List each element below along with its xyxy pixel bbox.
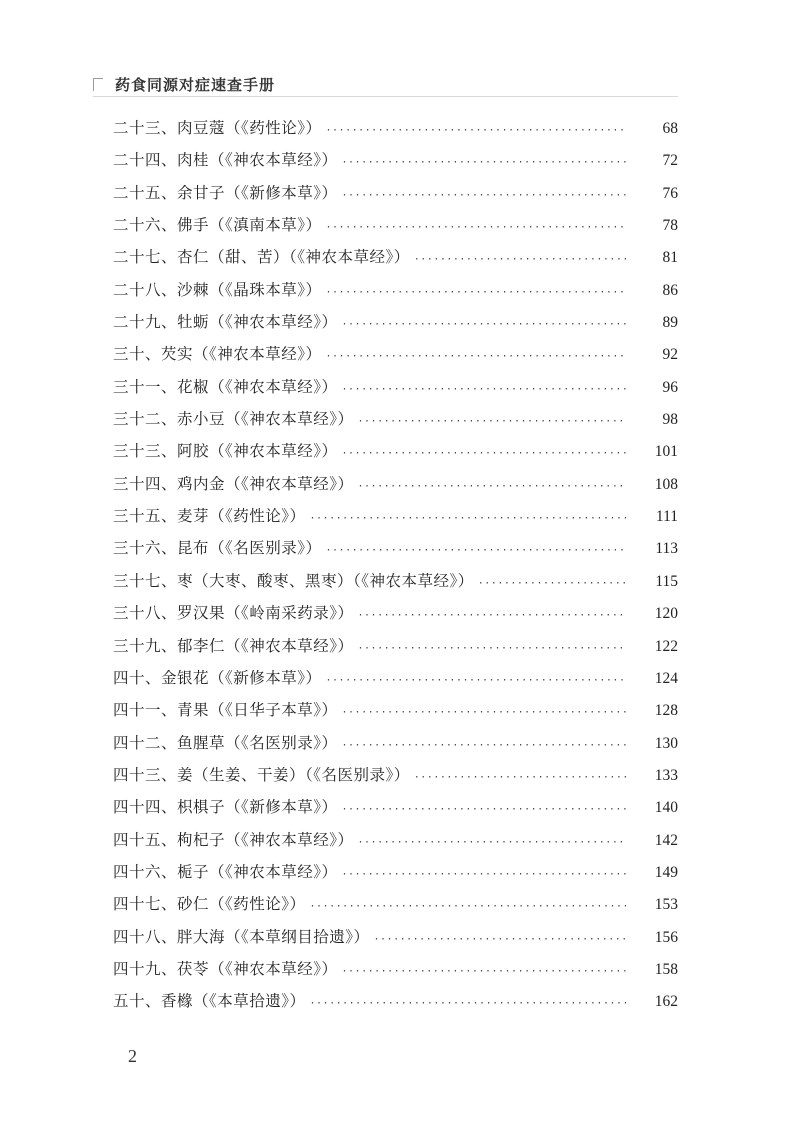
toc-entry-title: 三十一、花椒（《神农本草经》）	[113, 377, 338, 396]
toc-entry-title: 二十三、肉豆蔻（《药性论》）	[113, 119, 322, 137]
dot-leader	[342, 707, 626, 718]
toc-entry[interactable]	[113, 439, 678, 471]
dot-leader	[342, 740, 626, 751]
toc-entry[interactable]	[113, 569, 678, 601]
toc-entry[interactable]	[113, 634, 678, 666]
toc-entry-title: 三十八、罗汉果（《岭南采药录》）	[113, 604, 354, 623]
toc-entry-title: 四十、金银花（《新修本草》）	[113, 668, 322, 687]
toc-entry-page: 140	[654, 799, 678, 817]
toc-entry[interactable]	[113, 601, 678, 633]
toc-entry-title: 四十九、茯苓（《神农本草经》）	[113, 959, 338, 978]
toc-entry-title: 四十七、砂仁（《药性论》）	[113, 895, 306, 914]
dot-leader	[358, 610, 626, 621]
toc-entry-page: 78	[662, 217, 678, 235]
toc-entry-page: 101	[654, 443, 678, 461]
toc-entry-page: 142	[654, 831, 678, 849]
toc-entry-title: 四十二、鱼腥草（《名医别录》）	[113, 733, 338, 752]
toc-entry-page: 81	[662, 249, 678, 267]
dot-leader	[326, 287, 626, 298]
dot-leader	[310, 998, 626, 1009]
toc-entry-page: 111	[655, 508, 678, 526]
toc-entry-title: 三十五、麦芽（《药性论》）	[113, 507, 306, 526]
corner-mark-icon	[93, 78, 103, 91]
toc-entry-page: 89	[662, 314, 678, 332]
toc-entry-title: 二十五、余甘子（《新修本草》）	[113, 183, 338, 202]
dot-leader	[326, 222, 626, 233]
dot-leader	[358, 416, 626, 427]
toc-entry[interactable]	[113, 795, 678, 827]
toc-entry[interactable]	[113, 116, 678, 148]
dot-leader	[310, 901, 626, 912]
toc-entry-title: 三十九、郁李仁（《神农本草经》）	[113, 636, 354, 655]
toc-entry-title: 四十六、栀子（《神农本草经》）	[113, 862, 338, 881]
toc-entry[interactable]	[113, 245, 678, 277]
dot-leader	[342, 190, 626, 201]
dot-leader	[414, 772, 626, 783]
toc-entry-page: 108	[654, 475, 678, 493]
dot-leader	[326, 545, 626, 556]
toc-entry[interactable]	[113, 925, 678, 957]
toc-entry[interactable]	[113, 989, 678, 1021]
page-number: 2	[128, 1046, 137, 1066]
toc-entry-title: 二十七、杏仁（甜、苦）（《神农本草经》）	[113, 248, 410, 267]
dot-leader	[342, 448, 626, 459]
toc-entry[interactable]	[113, 763, 678, 795]
toc-entry-title: 四十三、姜（生姜、干姜）（《名医别录》）	[113, 765, 410, 784]
table-of-contents	[113, 116, 678, 1022]
dot-leader	[358, 837, 626, 848]
toc-entry-page: 124	[654, 669, 678, 687]
toc-entry[interactable]	[113, 666, 678, 698]
toc-entry-page: 98	[662, 411, 678, 429]
toc-entry-page: 68	[662, 120, 678, 137]
toc-entry-title: 五十、香橼（《本草拾遗》）	[113, 992, 306, 1011]
toc-entry-title: 三十二、赤小豆（《神农本草经》）	[113, 410, 354, 429]
toc-entry[interactable]	[113, 472, 678, 504]
toc-entry-title: 四十八、胖大海（《本草纲目拾遗》）	[113, 927, 370, 946]
toc-entry-page: 96	[662, 378, 678, 396]
dot-leader	[342, 319, 626, 330]
toc-entry-page: 130	[654, 734, 678, 752]
toc-entry-title: 三十六、昆布（《名医别录》）	[113, 539, 322, 558]
dot-leader	[342, 384, 626, 395]
toc-entry-title: 二十八、沙棘（《晶珠本草》）	[113, 280, 322, 299]
toc-entry[interactable]	[113, 278, 678, 310]
toc-entry[interactable]	[113, 213, 678, 245]
dot-leader	[342, 157, 626, 168]
toc-entry-page: 128	[654, 702, 678, 720]
toc-entry-page: 120	[654, 605, 678, 623]
dot-leader	[358, 643, 626, 654]
toc-entry-title: 四十一、青果（《日华子本草》）	[113, 701, 338, 720]
toc-entry-title: 三十七、枣（大枣、酸枣、黑枣）（《神农本草经》）	[113, 571, 474, 590]
toc-entry[interactable]	[113, 536, 678, 568]
dot-leader	[342, 966, 626, 977]
toc-entry-title: 二十四、肉桂（《神农本草经》）	[113, 151, 338, 170]
toc-entry-title: 三十四、鸡内金（《神农本草经》）	[113, 474, 354, 493]
dot-leader	[358, 481, 626, 492]
toc-entry[interactable]	[113, 828, 678, 860]
toc-entry-page: 133	[654, 766, 678, 784]
toc-entry[interactable]	[113, 375, 678, 407]
running-header	[93, 72, 678, 97]
toc-entry-title: 三十、芡实（《神农本草经》）	[113, 345, 322, 364]
toc-entry-page: 122	[654, 637, 678, 655]
toc-entry-page: 113	[655, 540, 678, 558]
toc-entry-page: 162	[654, 993, 678, 1011]
toc-entry[interactable]	[113, 407, 678, 439]
dot-leader	[326, 351, 626, 362]
dot-leader	[310, 513, 626, 524]
toc-entry-title: 三十三、阿胶（《神农本草经》）	[113, 442, 338, 461]
toc-entry-title: 四十四、枳椇子（《新修本草》）	[113, 798, 338, 817]
toc-entry-title: 二十六、佛手（《滇南本草》）	[113, 216, 322, 235]
toc-entry[interactable]	[113, 148, 678, 180]
dot-leader	[342, 804, 626, 815]
toc-entry[interactable]	[113, 860, 678, 892]
dot-leader	[414, 254, 626, 265]
toc-entry-page: 92	[662, 346, 678, 364]
dot-leader	[326, 675, 626, 686]
toc-entry-title: 四十五、枸杞子（《神农本草经》）	[113, 830, 354, 849]
book-title: 药食同源对症速查手册	[115, 76, 276, 94]
toc-entry[interactable]	[113, 892, 678, 924]
toc-entry[interactable]	[113, 731, 678, 763]
toc-entry-page: 149	[654, 863, 678, 881]
toc-entry[interactable]	[113, 698, 678, 730]
dot-leader	[478, 578, 626, 589]
toc-entry-page: 86	[662, 281, 678, 299]
toc-entry[interactable]	[113, 310, 678, 342]
dot-leader	[342, 869, 626, 880]
toc-entry-page: 72	[662, 152, 678, 170]
toc-entry[interactable]	[113, 342, 678, 374]
toc-entry-page: 156	[654, 928, 678, 946]
toc-entry-page: 115	[655, 572, 678, 590]
toc-entry-page: 158	[654, 960, 678, 978]
toc-entry[interactable]	[113, 957, 678, 989]
toc-entry-page: 153	[654, 896, 678, 914]
dot-leader	[374, 934, 626, 945]
toc-entry[interactable]	[113, 504, 678, 536]
dot-leader	[326, 125, 626, 136]
toc-entry-title: 二十九、牡蛎（《神农本草经》）	[113, 313, 338, 332]
toc-entry-page: 76	[662, 184, 678, 202]
toc-entry[interactable]	[113, 181, 678, 213]
